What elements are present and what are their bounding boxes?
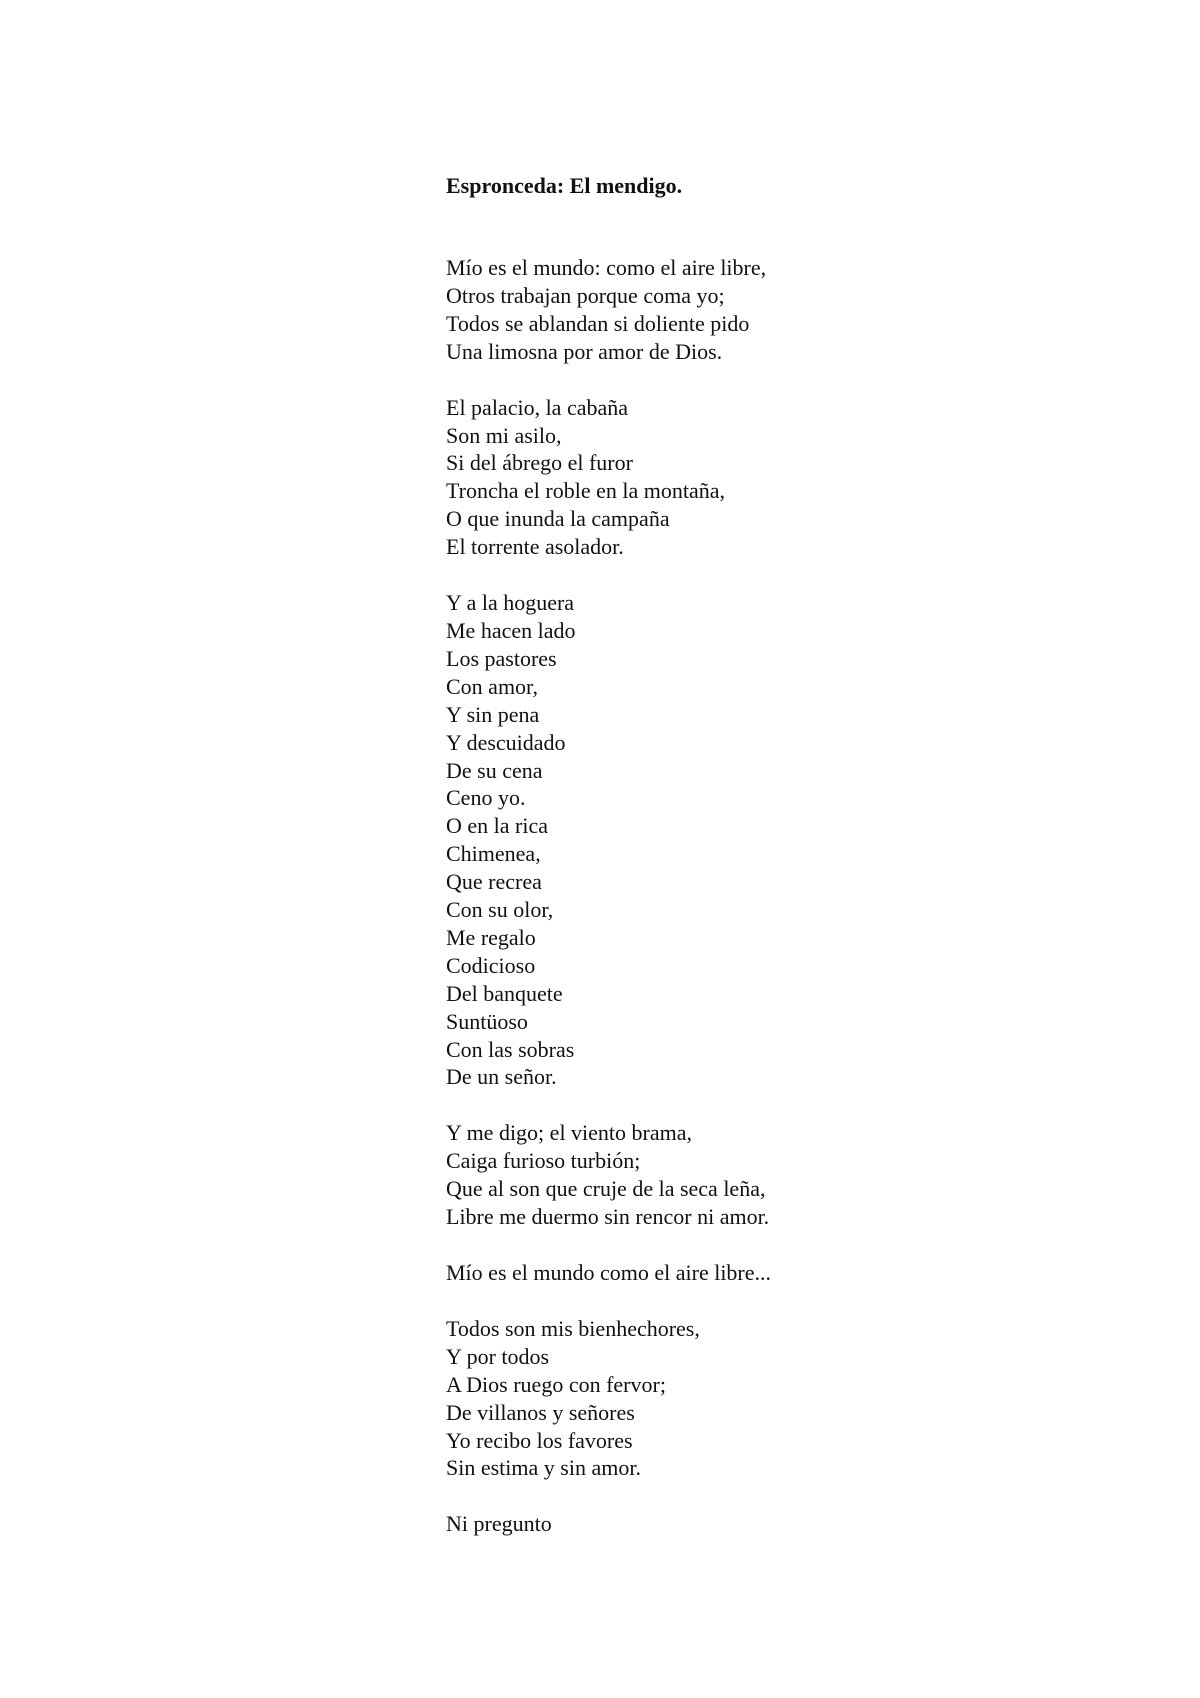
verse-line: Que recrea (446, 869, 542, 895)
verse-line: Con las sobras (446, 1036, 575, 1062)
stanza (446, 589, 1146, 1091)
verse-line: Son mi asilo, (446, 422, 562, 448)
verse-line: Ni pregunto (446, 1511, 552, 1537)
verse-line: Y sin pena (446, 701, 540, 727)
verse-line: Y a la hoguera (446, 590, 575, 616)
verse-line: De su cena (446, 757, 543, 783)
verse-line: O en la rica (446, 813, 548, 839)
poem-title: Espronceda: El mendigo. (446, 173, 683, 198)
verse-line: Mío es el mundo como el aire libre... (446, 1260, 772, 1285)
verse-line: Y me digo; el viento brama, (446, 1120, 693, 1146)
verse-line: Con amor, (446, 673, 538, 699)
verse-line: O que inunda la campaña (446, 506, 670, 532)
verse-line: Mío es el mundo: como el aire libre, (446, 255, 767, 280)
verse-line: Caiga furioso turbión; (446, 1148, 641, 1174)
verse-line: Todos se ablandan si doliente pido (446, 310, 750, 336)
verse-line: Y por todos (446, 1343, 550, 1369)
stanza (446, 254, 1146, 366)
verse-line: Que al son que cruje de la seca leña, (446, 1176, 766, 1202)
verse-line: Me hacen lado (446, 617, 576, 643)
stanza (446, 394, 1146, 561)
verse-line: Yo recibo los favores (446, 1427, 633, 1453)
verse-line: El torrente asolador. (446, 534, 624, 560)
verse-line: Sin estima y sin amor. (446, 1455, 641, 1481)
stanza (446, 1119, 1146, 1231)
poem-stanzas (446, 254, 1146, 1538)
verse-line: Si del ábrego el furor (446, 450, 633, 476)
verse-line: Chimenea, (446, 841, 541, 867)
verse-line: El palacio, la cabaña (446, 394, 629, 420)
stanza (446, 1315, 1146, 1482)
verse-line: Los pastores (446, 645, 557, 671)
verse-line: Troncha el roble en la montaña, (446, 478, 725, 504)
verse-line: Del banquete (446, 980, 563, 1006)
verse-line: A Dios ruego con fervor; (446, 1371, 666, 1397)
verse-line: Suntüoso (446, 1008, 528, 1034)
stanza (446, 1510, 1146, 1538)
verse-line: De un señor. (446, 1064, 557, 1090)
verse-line: Todos son mis bienhechores, (446, 1315, 700, 1341)
verse-line: Una limosna por amor de Dios. (446, 338, 723, 364)
stanza (446, 1259, 1146, 1287)
verse-line: Me regalo (446, 924, 536, 950)
verse-line: Libre me duermo sin rencor ni amor. (446, 1204, 770, 1230)
verse-line: De villanos y señores (446, 1399, 635, 1425)
verse-line: Y descuidado (446, 729, 566, 755)
verse-line: Con su olor, (446, 897, 554, 923)
verse-line: Otros trabajan porque coma yo; (446, 282, 725, 308)
poem-content (446, 172, 1146, 1566)
verse-line: Ceno yo. (446, 785, 526, 811)
verse-line: Codicioso (446, 952, 536, 978)
